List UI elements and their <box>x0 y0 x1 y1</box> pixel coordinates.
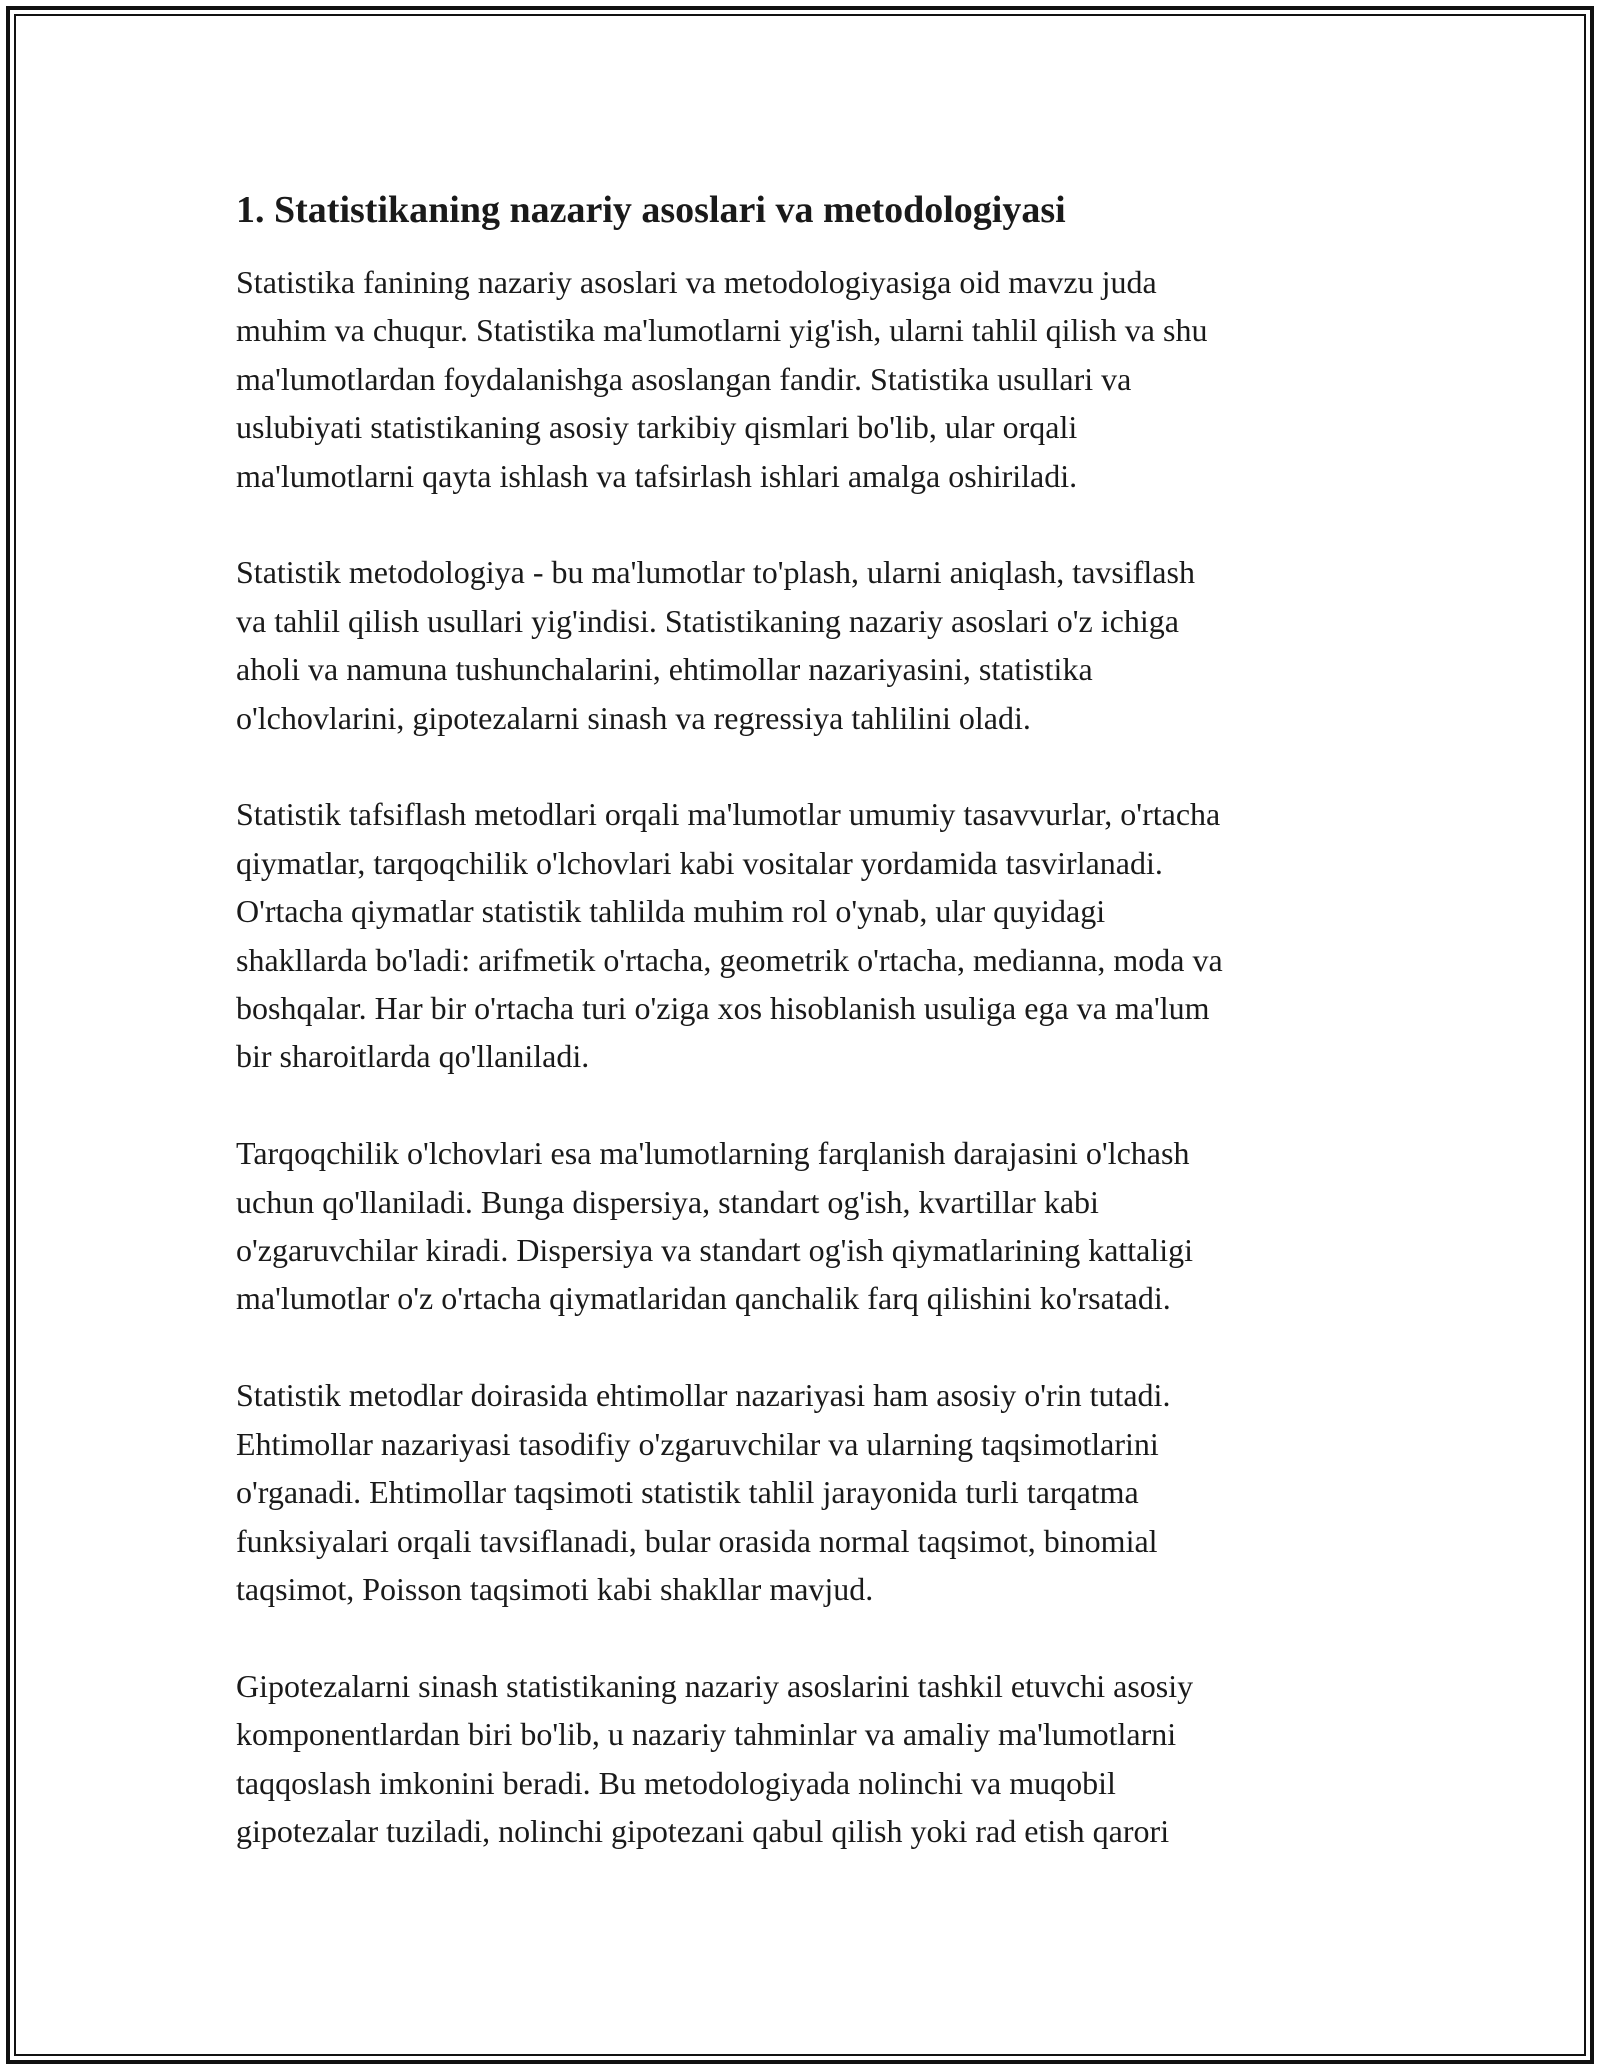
paragraph-line: O'rtacha qiymatlar statistik tahlilda muhim rol o'ynab, ular quyidagi <box>236 893 1106 930</box>
paragraph-line: taqsimot, Poisson taqsimoti kabi shakllar mavjud. <box>236 1570 874 1607</box>
paragraph-1 <box>236 258 1376 500</box>
paragraph-line: Statistik tafsiflash metodlari orqali ma'lumotlar umumiy tasavvurlar, o'rtacha <box>236 796 1221 833</box>
paragraph-line: Statistik metodologiya - bu ma'lumotlar to'plash, ularni aniqlash, tavsiflash <box>236 554 1195 591</box>
paragraph-5 <box>236 1371 1376 1613</box>
paragraph-line: uslubiyati statistikaning asosiy tarkibiy qismlari bo'lib, ular orqali <box>236 409 1078 446</box>
paragraph-line: funksiyalari orqali tavsiflanadi, bular orasida normal taqsimot, binomial <box>236 1522 1158 1559</box>
paragraph-line: taqqoslash imkonini beradi. Bu metodologiyada nolinchi va muqobil <box>236 1764 1116 1801</box>
paragraph-line: o'rganadi. Ehtimollar taqsimoti statistik tahlil jarayonida turli tarqatma <box>236 1474 1139 1511</box>
paragraph-line: uchun qo'llaniladi. Bunga dispersiya, standart og'ish, kvartillar kabi <box>236 1183 1099 1220</box>
paragraph-line: muhim va chuqur. Statistika ma'lumotlarni yig'ish, ularni tahlil qilish va shu <box>236 312 1208 349</box>
document-title: 1. Statistikaning nazariy asoslari va metodologiyasi <box>236 189 1066 231</box>
paragraph-line: boshqalar. Har bir o'rtacha turi o'ziga xos hisoblanish usuliga ega va ma'lum <box>236 990 1210 1027</box>
paragraph-line: bir sharoitlarda qo'llaniladi. <box>236 1038 590 1075</box>
paragraph-line: komponentlardan biri bo'lib, u nazariy tahminlar va amaliy ma'lumotlarni <box>236 1716 1177 1753</box>
paragraph-line: ma'lumotlar o'z o'rtacha qiymatlaridan qanchalik farq qilishini ko'rsatadi. <box>236 1280 1171 1317</box>
paragraph-line: ma'lumotlardan foydalanishga asoslangan fandir. Statistika usullari va <box>236 360 1132 397</box>
paragraph-3 <box>236 790 1376 1080</box>
paragraph-line: o'zgaruvchilar kiradi. Dispersiya va standart og'ish qiymatlarining kattaligi <box>236 1232 1194 1269</box>
paragraph-line: Ehtimollar nazariyasi tasodifiy o'zgaruvchilar va ularning taqsimotlarini <box>236 1425 1159 1462</box>
paragraph-line: Tarqoqchilik o'lchovlari esa ma'lumotlarning farqlanish darajasini o'lchash <box>236 1135 1190 1172</box>
paragraph-4 <box>236 1129 1376 1323</box>
paragraph-line: shakllarda bo'ladi: arifmetik o'rtacha, geometrik o'rtacha, medianna, moda va <box>236 941 1223 978</box>
paragraph-line: qiymatlar, tarqoqchilik o'lchovlari kabi vositalar yordamida tasvirlanadi. <box>236 844 1163 881</box>
paragraph-2 <box>236 548 1376 742</box>
paragraph-line: Gipotezalarni sinash statistikaning nazariy asoslarini tashkil etuvchi asosiy <box>236 1667 1194 1704</box>
paragraph-line: o'lchovlarini, gipotezalarni sinash va regressiya tahlilini oladi. <box>236 699 1031 736</box>
paragraph-6 <box>236 1662 1376 1856</box>
paragraph-line: va tahlil qilish usullari yig'indisi. Statistikaning nazariy asoslari o'z ichiga <box>236 602 1179 639</box>
document-body <box>236 186 1376 1904</box>
paragraph-line: gipotezalar tuziladi, nolinchi gipotezani qabul qilish yoki rad etish qarori <box>236 1812 1170 1849</box>
paragraph-line: ma'lumotlarni qayta ishlash va tafsirlash ishlari amalga oshiriladi. <box>236 457 1078 494</box>
paragraph-line: Statistik metodlar doirasida ehtimollar nazariyasi ham asosiy o'rin tutadi. <box>236 1377 1171 1414</box>
paragraph-line: Statistika fanining nazariy asoslari va metodologiyasiga oid mavzu juda <box>236 264 1157 300</box>
paragraph-line: aholi va namuna tushunchalarini, ehtimollar nazariyasini, statistika <box>236 651 1093 688</box>
